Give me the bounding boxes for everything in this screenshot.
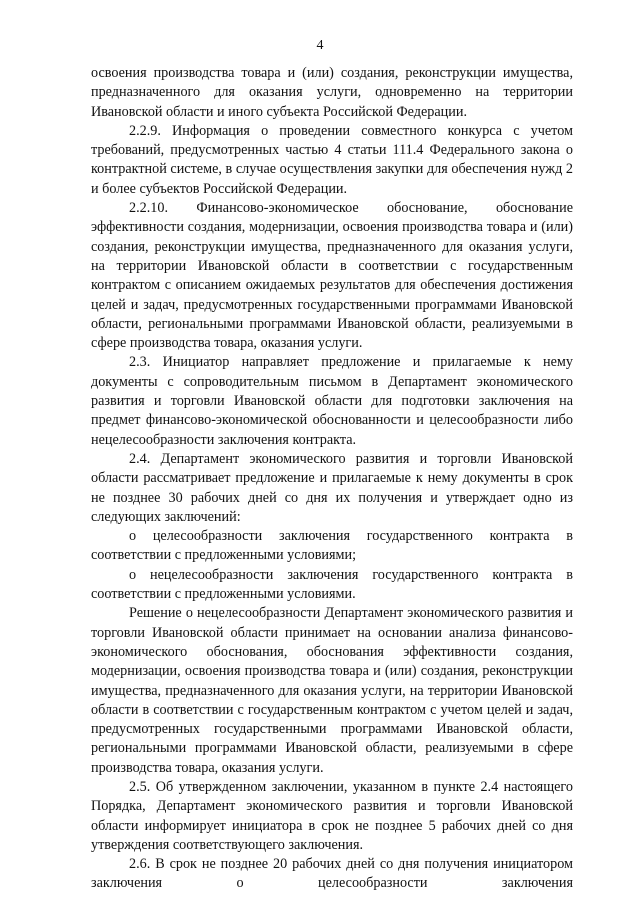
paragraph-2-4: 2.4. Департамент экономического развития и торговли Ивановской области рассматривает предложение и прилагаемые к нему документы в срок не позднее 30 рабочих дней со дня их получения и утверждает одно из следующих заключений: — [91, 450, 573, 525]
paragraph-continuation: освоения производства товара и (или) создания, реконструкции имущества, предназначенного для оказания услуги, одновременно на территории Ивановской области и иного субъекта Российской Федерации. — [91, 65, 573, 120]
paragraph-decision: Решение о нецелесообразности Департамент экономического развития и торговли Ивановской области принимает на основании анализа финансово-экономического обоснования, обоснования эффективности создания, модернизации, освоения производства товара и (или) создания, реконструкции имущества, предназначенного для оказания услуги, на территории Ивановской области в соответствии с государственным контрактом с учетом целей и задач, предусмотренных государственными программами Ивановской области, региональными программами Ивановской области, реализуемыми в сфере производства товара, оказания услуги. — [91, 605, 573, 776]
page-number: 4 — [316, 38, 324, 53]
paragraph-2-6: 2.6. В срок не позднее 20 рабочих дней со дня получения инициатором заключения о целесообразности заключения — [91, 856, 573, 892]
document-body — [91, 64, 573, 894]
paragraph-2-2-9: 2.2.9. Информация о проведении совместного конкурса с учетом требований, предусмотренных частью 4 статьи 111.4 Федерального закона о контрактной системе, в случае осуществления закупки для обеспечения нужд 2 и более субъектов Российской Федерации. — [91, 122, 573, 197]
paragraph-option-feasible: о целесообразности заключения государственного контракта в соответствии с предложенными условиями; — [91, 528, 573, 564]
paragraph-2-2-10: 2.2.10. Финансово-экономическое обоснование, обоснование эффективности создания, модернизации, освоения производства товара и (или) создания, реконструкции имущества, предназначенного для оказания услуги, на территории Ивановской области в соответствии с государственным контрактом с описанием ожидаемых результатов для обеспечения достижения целей и задач, предусмотренных государственными программами Ивановской области, региональными программами Ивановской области, реализуемыми в сфере производства товара, оказания услуги. — [91, 200, 573, 352]
paragraph-2-5: 2.5. Об утвержденном заключении, указанном в пункте 2.4 настоящего Порядка, Департамент экономического развития и торговли Ивановской области информирует инициатора в срок не позднее 5 рабочих дней со дня утверждения соответствующего заключения. — [91, 778, 573, 853]
paragraph-2-3: 2.3. Инициатор направляет предложение и прилагаемые к нему документы с сопроводительным письмом в Департамент экономического развития и торговли Ивановской области для подготовки заключения на предмет финансово-экономической обоснованности и целесообразности либо нецелесообразности заключения контракта. — [91, 354, 573, 448]
paragraph-option-infeasible: о нецелесообразности заключения государственного контракта в соответствии с предложенными условиями. — [91, 566, 573, 603]
